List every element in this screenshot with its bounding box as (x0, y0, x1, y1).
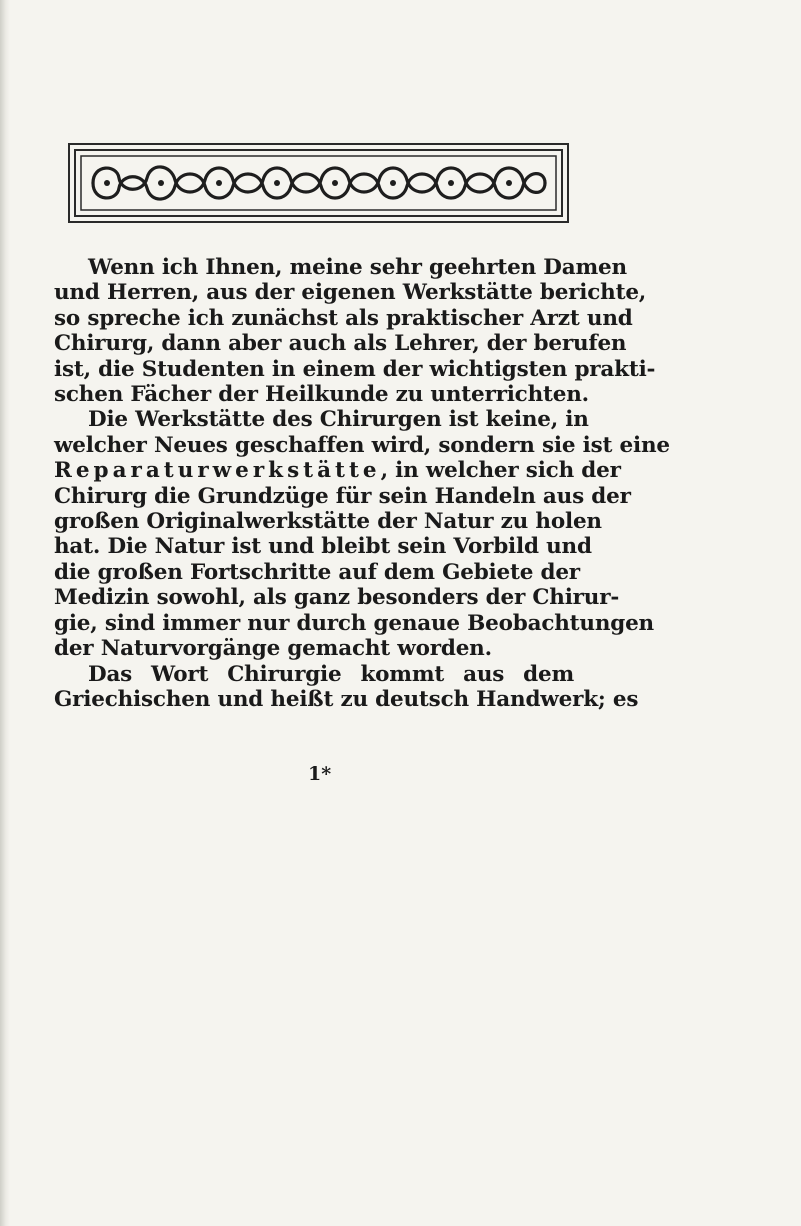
text-line: die großen Fortschritte auf dem Gebiete der (54, 559, 580, 585)
paragraph-2 (54, 407, 670, 662)
text-line: schen Fächer der Heilkunde zu unterrichten. (54, 382, 589, 408)
text-line-emphasis: Reparaturwerkstätte, in welcher sich der (54, 458, 621, 484)
text-line: Medizin sowohl, als ganz besonders der Chirur- (54, 585, 620, 611)
text-line: Chirurg, dann aber auch als Lehrer, der berufen (54, 331, 627, 357)
text-line: Chirurg die Grundzüge für sein Handeln aus der (54, 483, 631, 509)
paragraph-3 (54, 661, 639, 713)
text-line: hat. Die Natur ist und bleibt sein Vorbild und (54, 534, 592, 560)
text-line: und Herren, aus der eigenen Werkstätte berichte, (54, 280, 647, 306)
emphasized-word: Reparaturwerkstätte (54, 458, 381, 484)
text-line: Griechischen und heißt zu deutsch Handwerk; es (54, 686, 639, 712)
text-line: Die Werkstätte des Chirurgen ist keine, in (88, 407, 589, 433)
body-text (54, 255, 670, 712)
text-line: so spreche ich zunächst als praktischer Arzt und (54, 305, 633, 331)
ornamental-header-band (67, 142, 570, 224)
text-line: der Naturvorgänge gemacht worden. (54, 636, 492, 662)
text-line: welcher Neues geschaffen wird, sondern sie ist eine (54, 432, 670, 458)
page-edge-shadow (0, 0, 10, 1226)
signature-mark: 1* (308, 763, 332, 785)
text-line: gie, sind immer nur durch genaue Beobachtungen (54, 610, 654, 636)
text-line: Wenn ich Ihnen, meine sehr geehrten Damen (88, 255, 627, 280)
text-line: großen Originalwerkstätte der Natur zu holen (54, 509, 602, 535)
text-line: ist, die Studenten in einem der wichtigsten prakti- (54, 356, 656, 382)
paragraph-1 (54, 255, 656, 408)
text-line: Das Wort Chirurgie kommt aus dem (88, 661, 574, 687)
